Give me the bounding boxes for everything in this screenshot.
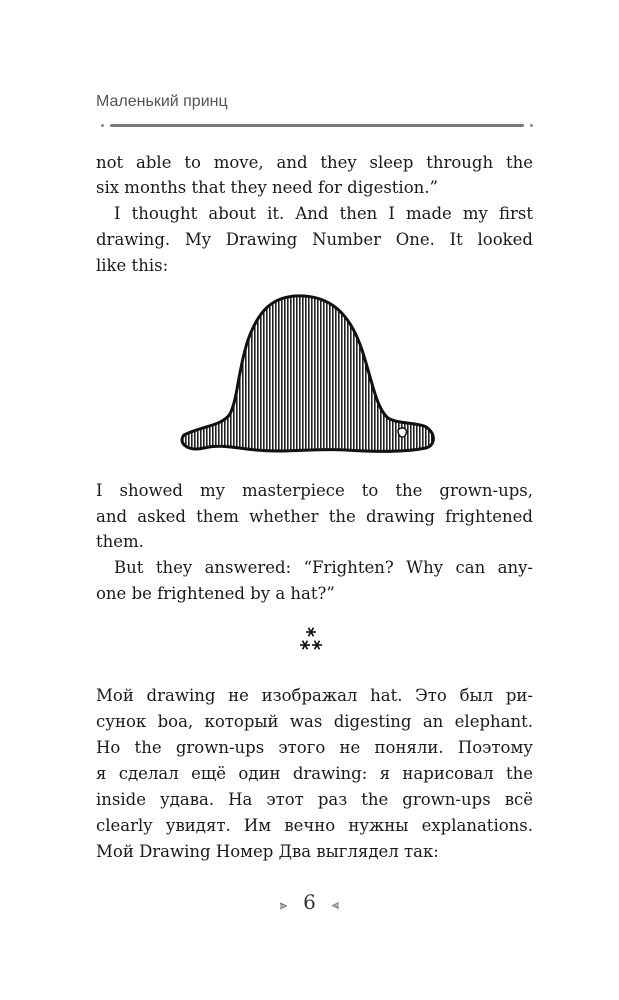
- text-line: inside удава. На этот раз the grown-ups всё: [96, 790, 533, 809]
- ornament-left-icon: ⫸: [279, 898, 288, 913]
- drawing-number-one-hat: [176, 290, 436, 460]
- text-line: сунок boa, который was digesting an elephant.: [96, 712, 533, 731]
- text-line: drawing. My Drawing Number One. It looked: [96, 230, 533, 249]
- asterism-divider-icon: [296, 625, 326, 655]
- text-line: I showed my masterpiece to the grown-ups,: [96, 481, 533, 500]
- header-rule: [110, 124, 524, 127]
- text-line: But they answered: “Frighten? Why can any-: [114, 558, 533, 577]
- text-line: them.: [96, 532, 144, 551]
- text-line: clearly увидят. Им вечно нужны explanations.: [96, 816, 533, 835]
- header-rule-dot-right: [530, 124, 533, 127]
- page-number: 6: [303, 890, 316, 914]
- ornament-right-icon: ⫷: [331, 898, 340, 913]
- running-header: Маленький принц: [96, 93, 228, 110]
- page-footer: [0, 890, 619, 914]
- text-line: я сделал ещё один drawing: я нарисовал the: [96, 764, 533, 783]
- text-line: Но the grown-ups этого не поняли. Поэтому: [96, 738, 533, 757]
- text-line: one be frightened by a hat?”: [96, 584, 335, 603]
- text-line: six months that they need for digestion.”: [96, 178, 438, 197]
- header-rule-dot-left: [101, 124, 104, 127]
- text-line: and asked them whether the drawing frightened: [96, 507, 533, 526]
- text-line: like this:: [96, 256, 169, 275]
- text-line: not able to move, and they sleep through the: [96, 153, 533, 172]
- text-line: Мой drawing не изображал hat. Это был ри-: [96, 686, 533, 705]
- text-line: Мой Drawing Номер Два выглядел так:: [96, 842, 439, 861]
- text-line: I thought about it. And then I made my first: [114, 204, 533, 223]
